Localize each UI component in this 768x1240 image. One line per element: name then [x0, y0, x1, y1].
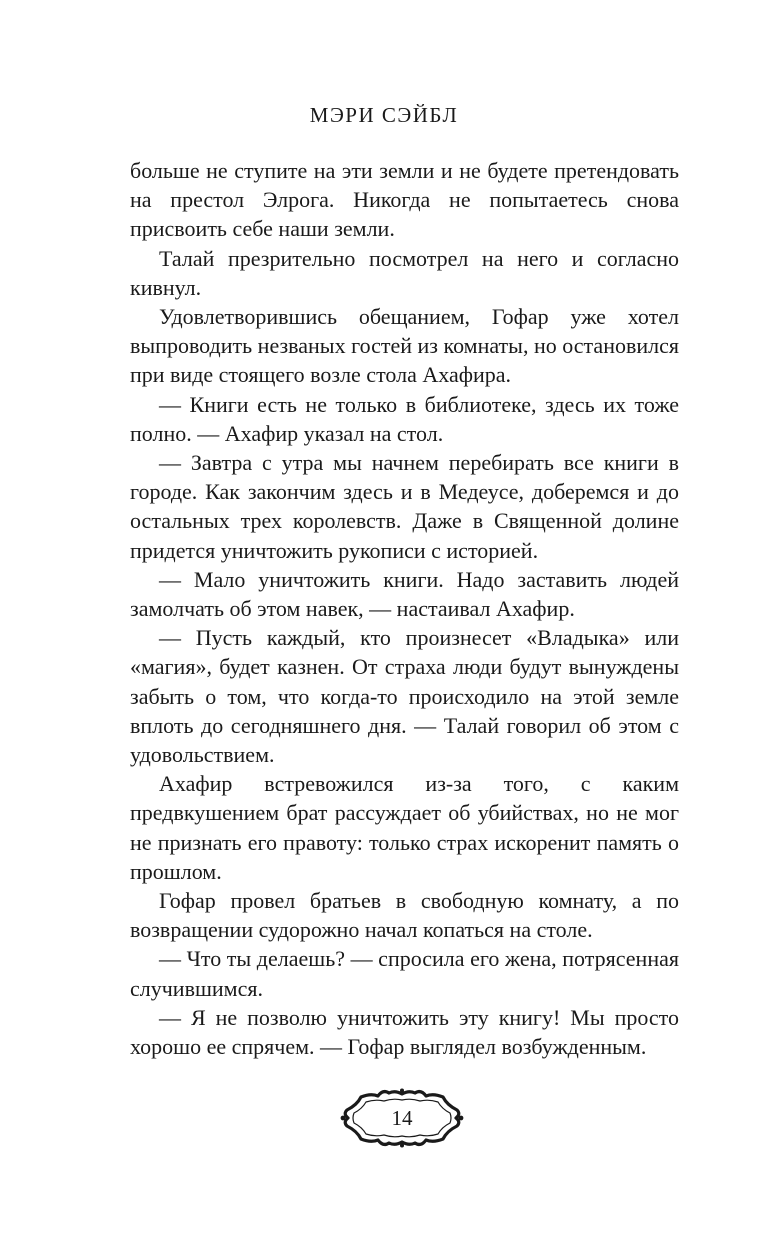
paragraph-3: Удовлетворившись обещанием, Гофар уже хотел выпроводить незваных гостей из комнаты, но остановился при виде стоящего возле стола Ахафира.	[130, 304, 679, 388]
page-number-frame	[339, 1088, 465, 1148]
paragraph-10: — Что ты делаешь? — спросила его жена, потрясенная случившимся.	[130, 946, 679, 1001]
paragraph-9: Гофар провел братьев в свободную комнату, а по возвращении судорожно начал копаться на столе.	[130, 888, 679, 943]
page-number: 14	[391, 1106, 413, 1130]
paragraph-7: — Пусть каждый, кто произнесет «Владыка» или «магия», будет казнен. От страха люди будут вынуждены забыть о том, что когда-то происходило на этой земле вплоть до сегодняшнего дня. — Талай говорил об этом с удовольствием.	[130, 625, 679, 768]
paragraph-2: Талай презрительно посмотрел на него и согласно кивнул.	[130, 245, 679, 300]
body-text	[130, 156, 679, 1061]
running-head-author: МЭРИ СЭЙБЛ	[309, 103, 459, 127]
paragraph-6: — Мало уничтожить книги. Надо заставить людей замолчать об этом навек, — настаивал Ахафир.	[130, 566, 679, 622]
paragraph-5: — Завтра с утра мы начнем перебирать все книги в городе. Как закончим здесь и в Медеусе, доберемся и до остальных трех королевств. Даже в Священной долине придется уничтожить рукописи с историей.	[130, 450, 679, 563]
paragraph-4: — Книги есть не только в библиотеке, здесь их тоже полно. — Ахафир указал на стол.	[130, 391, 679, 446]
paragraph-1: больше не ступите на эти земли и не будете претендовать на престол Элрога. Никогда не попытаетесь снова присвоить себе наши земли.	[130, 158, 679, 242]
paragraph-8: Ахафир встревожился из-за того, с каким предвкушением брат рассуждает об убийствах, но не мог не признать его правоту: только страх искоренит память о прошлом.	[130, 771, 679, 884]
paragraph-11: — Я не позволю уничтожить эту книгу! Мы просто хорошо ее спрячем. — Гофар выглядел возбужденным.	[130, 1004, 679, 1060]
